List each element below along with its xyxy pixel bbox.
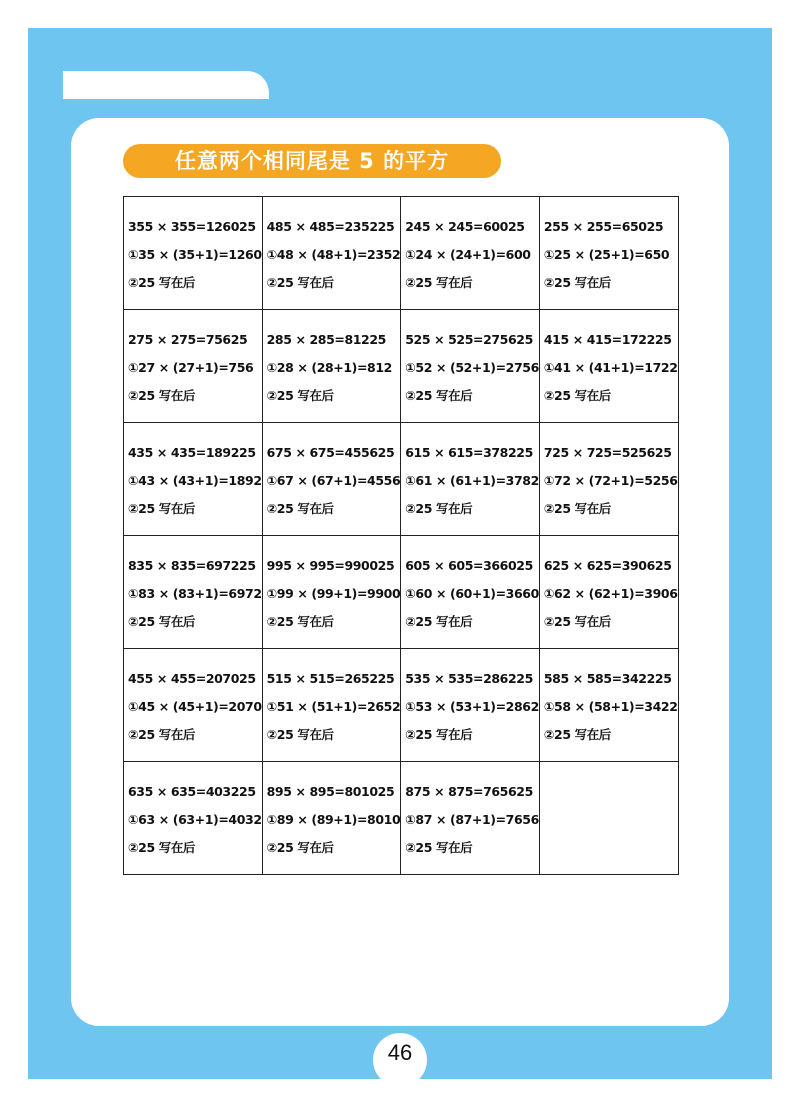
table-cell [262, 197, 401, 310]
step-one: ①87 × (87+1)=7656 [405, 812, 539, 827]
step-two: ②25 写在后 [543, 727, 611, 742]
square-equation: 355 × 355=126025 [128, 219, 256, 234]
step-two: ②25 写在后 [405, 614, 473, 629]
table-cell [539, 197, 678, 310]
square-equation: 525 × 525=275625 [405, 332, 533, 347]
step-one: ①41 × (41+1)=1722 [543, 360, 678, 375]
step-two: ②25 写在后 [543, 614, 611, 629]
step-two: ②25 写在后 [405, 501, 473, 516]
step-one: ①43 × (43+1)=1892 [128, 473, 262, 488]
table-cell [539, 310, 678, 423]
table-cell [401, 649, 540, 762]
square-equation: 635 × 635=403225 [128, 784, 256, 799]
table-cell [124, 423, 263, 536]
square-equation: 875 × 875=765625 [405, 784, 533, 799]
table-row [124, 423, 679, 536]
step-one: ①45 × (45+1)=2070 [128, 699, 262, 714]
table-cell [124, 762, 263, 875]
square-equation: 275 × 275=75625 [128, 332, 248, 347]
step-one: ①24 × (24+1)=600 [405, 247, 531, 262]
square-equation: 535 × 535=286225 [405, 671, 533, 686]
table-row [124, 762, 679, 875]
square-equation: 455 × 455=207025 [128, 671, 256, 686]
table-cell [124, 197, 263, 310]
table-cell [124, 310, 263, 423]
step-two: ②25 写在后 [543, 388, 611, 403]
square-equation: 895 × 895=801025 [266, 784, 395, 799]
table-cell [262, 762, 401, 875]
table-cell [401, 310, 540, 423]
step-two: ②25 写在后 [128, 275, 196, 290]
page-title: 任意两个相同尾是 5 的平方 [123, 144, 501, 178]
step-one: ①28 × (28+1)=812 [266, 360, 392, 375]
square-equation: 255 × 255=65025 [543, 219, 664, 234]
square-equation: 675 × 675=455625 [266, 445, 395, 460]
step-two: ②25 写在后 [405, 840, 473, 855]
square-equation: 515 × 515=265225 [266, 671, 395, 686]
step-two: ②25 写在后 [128, 614, 196, 629]
step-one: ①83 × (83+1)=6972 [128, 586, 262, 601]
table-row [124, 536, 679, 649]
square-equation: 835 × 835=697225 [128, 558, 256, 573]
square-equation: 725 × 725=525625 [543, 445, 672, 460]
step-two: ②25 写在后 [266, 275, 334, 290]
step-one: ①35 × (35+1)=1260 [128, 247, 262, 262]
step-one: ①72 × (72+1)=5256 [543, 473, 678, 488]
square-equation: 485 × 485=235225 [266, 219, 395, 234]
step-one: ①63 × (63+1)=4032 [128, 812, 262, 827]
step-one: ①52 × (52+1)=2756 [405, 360, 539, 375]
table-cell [539, 762, 678, 875]
step-one: ①51 × (51+1)=2652 [266, 699, 401, 714]
step-two: ②25 写在后 [405, 388, 473, 403]
table-cell [401, 536, 540, 649]
table-cell [262, 536, 401, 649]
square-equation: 585 × 585=342225 [543, 671, 672, 686]
step-two: ②25 写在后 [266, 727, 334, 742]
step-one: ①61 × (61+1)=3782 [405, 473, 539, 488]
table-cell [539, 649, 678, 762]
step-one: ①58 × (58+1)=3422 [543, 699, 678, 714]
square-equation: 415 × 415=172225 [543, 332, 672, 347]
table-cell [401, 197, 540, 310]
step-two: ②25 写在后 [266, 501, 334, 516]
table-cell [124, 536, 263, 649]
step-two: ②25 写在后 [543, 501, 611, 516]
square-equation: 245 × 245=60025 [405, 219, 525, 234]
step-one: ①60 × (60+1)=3660 [405, 586, 539, 601]
step-two: ②25 写在后 [543, 275, 611, 290]
step-one: ①27 × (27+1)=756 [128, 360, 254, 375]
step-two: ②25 写在后 [128, 388, 196, 403]
step-two: ②25 写在后 [266, 388, 334, 403]
step-two: ②25 写在后 [128, 501, 196, 516]
table-cell [401, 762, 540, 875]
step-one: ①48 × (48+1)=2352 [266, 247, 401, 262]
square-equation: 605 × 605=366025 [405, 558, 533, 573]
table-cell [262, 649, 401, 762]
header-tab [63, 71, 269, 99]
square-equation: 285 × 285=81225 [266, 332, 386, 347]
table-cell [262, 423, 401, 536]
table-cell [539, 536, 678, 649]
table-row [124, 310, 679, 423]
step-two: ②25 写在后 [266, 614, 334, 629]
step-one: ①89 × (89+1)=8010 [266, 812, 401, 827]
table-cell [401, 423, 540, 536]
squares-table [123, 196, 679, 875]
square-equation: 615 × 615=378225 [405, 445, 533, 460]
table-row [124, 649, 679, 762]
table-row [124, 197, 679, 310]
table-cell [124, 649, 263, 762]
square-equation: 625 × 625=390625 [543, 558, 672, 573]
table-cell [262, 310, 401, 423]
page-number: 46 [387, 1040, 413, 1065]
table-cell [539, 423, 678, 536]
square-equation: 995 × 995=990025 [266, 558, 395, 573]
square-equation: 435 × 435=189225 [128, 445, 256, 460]
step-two: ②25 写在后 [405, 275, 473, 290]
step-two: ②25 写在后 [128, 840, 196, 855]
step-one: ①53 × (53+1)=2862 [405, 699, 539, 714]
step-two: ②25 写在后 [405, 727, 473, 742]
step-one: ①99 × (99+1)=9900 [266, 586, 401, 601]
step-one: ①67 × (67+1)=4556 [266, 473, 401, 488]
step-two: ②25 写在后 [266, 840, 334, 855]
step-one: ①25 × (25+1)=650 [543, 247, 670, 262]
step-two: ②25 写在后 [128, 727, 196, 742]
step-one: ①62 × (62+1)=3906 [543, 586, 678, 601]
